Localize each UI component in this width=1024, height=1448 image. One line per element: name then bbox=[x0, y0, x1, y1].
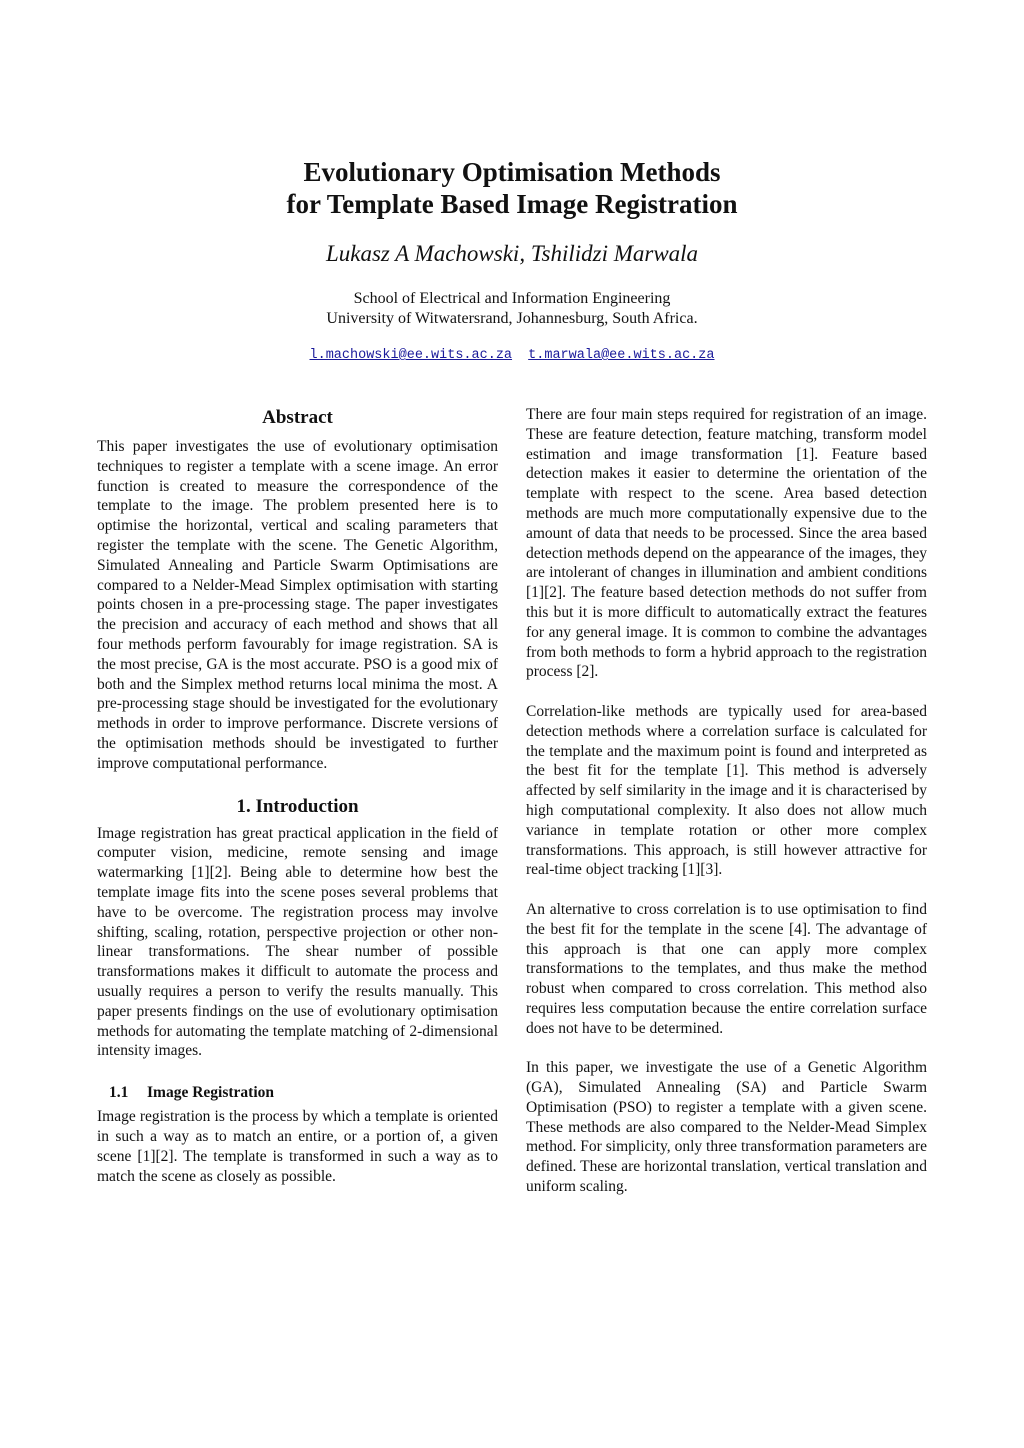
email-link-machowski[interactable]: l.machowski@ee.wits.ac.za bbox=[309, 348, 513, 363]
introduction-heading: 1. Introduction bbox=[236, 795, 359, 817]
subsection-title: Image Registration bbox=[147, 1084, 274, 1102]
affiliation bbox=[0, 289, 1024, 329]
subsection-number: 1.1 bbox=[109, 1084, 129, 1102]
paragraph-registration-steps: There are four main steps required for registration of an image. These are feature detection, feature matching, transform model estimation and image transformation [1]. Feature based detection makes it easier to determine the orientation of the template with respect to the scene. Area based detection methods are much more computationally expensive due to the amount of data that needs to be processed. Since the area based detection methods depend on the appearance of the images, they are intolerant of changes in illumination and ambient conditions [1][2]. The feature based detection methods do not suffer from this but it is more difficult to automatically extract the features for any general image. It is common to combine the advantages from both methods to form a hybrid approach to the registration process [2]. bbox=[526, 406, 927, 681]
subsection-heading bbox=[97, 1083, 498, 1103]
paper-title bbox=[0, 156, 1024, 220]
abstract-text: This paper investigates the use of evolutionary optimisation techniques to register a template with a scene image. An error function is created to measure the correspondence of the template to the image. The problem presented here is to optimise the horizontal, vertical and scaling parameters that register the template with the scene. The Genetic Algorithm, Simulated Annealing and Particle Swarm Optimisations are compared to a Nelder-Mead Simplex optimisation with starting points chosen in a pre-processing stage. The paper investigates the precision and accuracy of each method and shows that all four methods perform favourably for image registration. SA is the most precise, GA is the most accurate. PSO is a good mix of both and the Simplex method returns local minima the most. A pre-processing stage should be investigated for the evolutionary methods in order to improve performance. Discrete versions of the optimisation methods should be investigated to further improve computational performance. bbox=[97, 438, 498, 772]
abstract-heading: Abstract bbox=[262, 407, 333, 428]
title-line-1: Evolutionary Optimisation Methods bbox=[303, 157, 721, 187]
paragraph-optimisation-alternative: An alternative to cross correlation is to use optimisation to find the best fit for the template in the scene [4]. The advantage of this approach is that one can apply more complex transformations to the templates, and thus make the method robust when compared to cross correlation. This method also requires less computation because the entire correlation surface does not have to be determined. bbox=[526, 900, 927, 1037]
affiliation-line-1: School of Electrical and Information Engineering bbox=[353, 290, 671, 307]
right-column bbox=[526, 405, 927, 1197]
title-line-2: for Template Based Image Registration bbox=[286, 189, 738, 219]
emails bbox=[0, 348, 1024, 363]
email-link-marwala[interactable]: t.marwala@ee.wits.ac.za bbox=[528, 348, 715, 363]
left-column bbox=[97, 405, 498, 1186]
authors: Lukasz A Machowski, Tshilidzi Marwala bbox=[325, 241, 699, 266]
subsection-text: Image registration is the process by which a template is oriented in such a way as to match an entire, or a portion of, a given scene [1][2]. The template is transformed in such a way as to match the scene as closely as possible. bbox=[97, 1108, 498, 1185]
paragraph-this-paper: In this paper, we investigate the use of a Genetic Algorithm (GA), Simulated Annealing (SA) and Particle Swarm Optimisation (PSO) to register a template with a given scene. These methods are also compared to the Nelder-Mead Simplex method. For simplicity, only three transformation parameters are defined. These are horizontal translation, vertical translation and uniform scaling. bbox=[526, 1059, 927, 1196]
affiliation-line-2: University of Witwatersrand, Johannesburg, South Africa. bbox=[326, 310, 698, 327]
introduction-text: Image registration has great practical application in the field of computer vision, medicine, remote sensing and image watermarking [1][2]. Being able to determine how best the template image fits into the scene poses several problems that have to be overcome. The registration process may involve shifting, scaling, rotation, perspective projection or other non-linear transformations. The shear number of possible transformations makes it difficult to automate the process and usually requires a person to verify the results manually. This paper presents findings on the use of evolutionary optimisation methods for automating the template matching of 2-dimensional intensity images. bbox=[97, 824, 498, 1060]
paragraph-correlation-methods: Correlation-like methods are typically used for area-based detection methods where a correlation surface is calculated for the template and the maximum point is found and interpreted as the best fit for the template [1]. This method is adversely affected by self similarity in the image and it is characterised by high computational complexity. It also does not allow much variance in template rotation or other more complex transformations. This approach, is still however attractive for real-time object tracking [1][3]. bbox=[526, 702, 927, 879]
